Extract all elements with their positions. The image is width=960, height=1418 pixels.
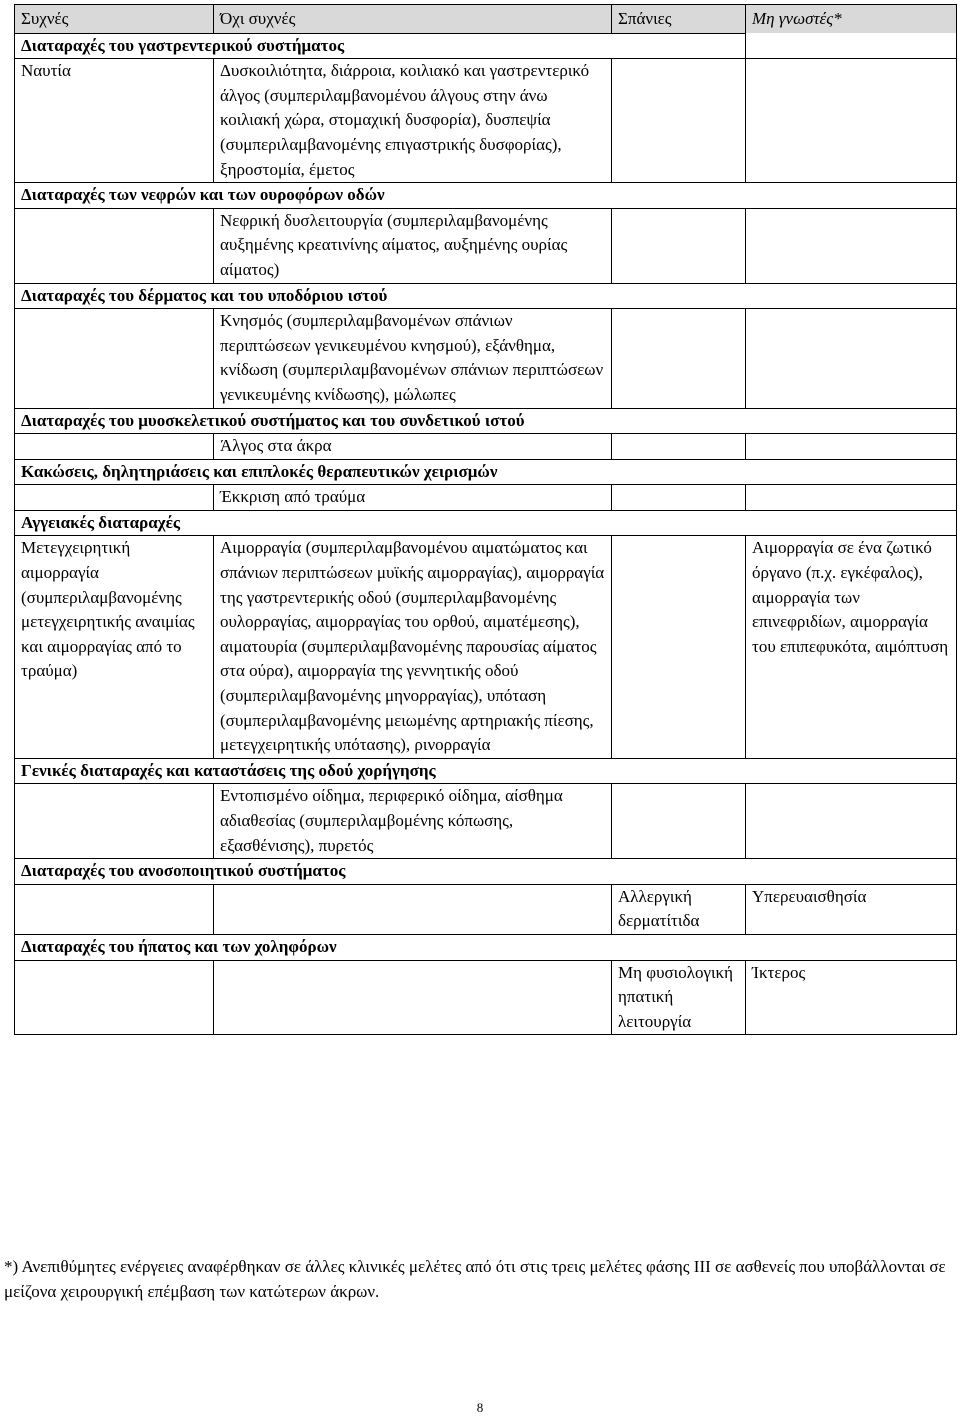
section-title: Διαταραχές του μυοσκελετικού συστήματος και του συνδετικού ιστού — [21, 410, 525, 430]
cell-rare — [612, 536, 746, 758]
table-row — [15, 960, 957, 1035]
page-number: 8 — [476, 1400, 484, 1415]
table-row — [15, 536, 957, 758]
cell-rare — [612, 434, 746, 460]
section-title: Διαταραχές του ανοσοποιητικού συστήματος — [21, 861, 346, 881]
table-row — [15, 59, 957, 183]
footnote: *) Ανεπιθύμητες ενέργειες αναφέρθηκαν σε άλλες κλινικές μελέτες από ότι στις τρεις μελέτες φάσης ΙΙΙ σε ασθενείς που υποβάλλονται σε μείζονα χειρουργική επέμβαση των κατώτερων άκρων. — [4, 1257, 946, 1301]
cell-rare — [612, 309, 746, 408]
cell-uncommon: Αιμορραγία (συμπεριλαμβανομένου αιματώματος και σπάνιων περιπτώσεων μυϊκής αιμορραγίας), αιμορραγία της γαστρεντερικής οδού (συμπεριλαμβανομένης ουλορραγίας, αιμορραγίας του ορθού, αιματέμεσης), αιματουρία (συμπεριλαμβανομένης παρουσίας αίματος στα ούρα), αιμορραγία της γεννητικής οδού (συμπεριλαμβανομένης μηνορραγίας), υπόταση (συμπεριλαμβανομένης μειωμένης αρτηριακής πίεσης, μετεγχειρητικής υπότασης), ρινορραγία — [214, 536, 612, 758]
header-rare: Σπάνιες — [612, 5, 746, 34]
cell-unknown — [746, 208, 957, 283]
cell-common — [15, 784, 214, 859]
section-title-row — [15, 510, 957, 536]
cell-unknown: Υπερευαισθησία — [746, 884, 957, 934]
cell-rare — [612, 485, 746, 511]
table-row — [15, 784, 957, 859]
table-row — [15, 208, 957, 283]
cell-rare — [612, 59, 746, 183]
cell-unknown: Αιμορραγία σε ένα ζωτικό όργανο (π.χ. εγκέφαλος), αιμορραγία των επινεφριδίων, αιμορραγία του επιπεφυκότα, αιμόπτυση — [746, 536, 957, 758]
cell-common — [15, 434, 214, 460]
table-row — [15, 485, 957, 511]
section-title-row — [15, 408, 957, 434]
adverse-reactions-table — [14, 4, 957, 1035]
section-title: Διαταραχές των νεφρών και των ουροφόρων οδών — [21, 185, 385, 205]
section-title-row — [15, 283, 957, 309]
cell-common: Μετεγχειρητική αιμορραγία (συμπεριλαμβανομένης μετεγχειρητικής αναιμίας και αιμορραγίας από το τραύμα) — [15, 536, 214, 758]
cell-rare — [612, 208, 746, 283]
section-title-row — [15, 459, 957, 485]
cell-uncommon: Έκκριση από τραύμα — [214, 485, 612, 511]
cell-unknown: Ίκτερος — [746, 960, 957, 1035]
section-title: Διαταραχές του ήπατος και των χοληφόρων — [21, 936, 337, 956]
section-title-row — [15, 183, 957, 209]
cell-unknown — [746, 309, 957, 408]
cell-common — [15, 884, 214, 934]
section-title-row — [15, 33, 957, 59]
section-title-row — [15, 859, 957, 885]
cell-rare: Μη φυσιολογική ηπατική λειτουργία — [612, 960, 746, 1035]
cell-uncommon: Κνησμός (συμπεριλαμβανομένων σπάνιων περιπτώσεων γενικευμένου κνησμού), εξάνθημα, κνίδωση (συμπεριλαμβανομένων σπάνιων περιπτώσεων γενικευμένης κνίδωσης), μώλωπες — [214, 309, 612, 408]
cell-uncommon: Εντοπισμένο οίδημα, περιφερικό οίδημα, αίσθημα αδιαθεσίας (συμπεριλαμβομένης κόπωσης, εξασθένισης), πυρετός — [214, 784, 612, 859]
cell-unknown — [746, 434, 957, 460]
cell-rare — [612, 784, 746, 859]
cell-unknown — [746, 784, 957, 859]
section-title-row — [15, 758, 957, 784]
table-row — [15, 434, 957, 460]
table-row — [15, 884, 957, 934]
table-row — [15, 309, 957, 408]
cell-unknown — [746, 59, 957, 183]
header-unknown: Μη γνωστές* — [746, 5, 957, 34]
cell-unknown — [746, 485, 957, 511]
cell-uncommon — [214, 960, 612, 1035]
section-title-row — [15, 934, 957, 960]
section-title: Διαταραχές του δέρματος και του υποδόριου ιστού — [21, 285, 388, 305]
cell-uncommon: Δυσκοιλιότητα, διάρροια, κοιλιακό και γαστρεντερικό άλγος (συμπεριλαμβανομένου άλγους στην άνω κοιλιακή χώρα, στομαχική δυσφορία), δυσπεψία (συμπεριλαμβανομένης επιγαστρικής δυσφορίας), ξηροστομία, έμετος — [214, 59, 612, 183]
cell-uncommon: Άλγος στα άκρα — [214, 434, 612, 460]
cell-common — [15, 485, 214, 511]
table-header-row — [15, 5, 957, 34]
section-title: Διαταραχές του γαστρεντερικού συστήματος — [21, 35, 345, 55]
section-title: Αγγειακές διαταραχές — [21, 512, 181, 532]
cell-common: Ναυτία — [15, 59, 214, 183]
cell-uncommon — [214, 884, 612, 934]
section-title: Κακώσεις, δηλητηριάσεις και επιπλοκές θεραπευτικών χειρισμών — [21, 461, 498, 481]
header-common: Συχνές — [15, 5, 214, 34]
header-uncommon: Όχι συχνές — [214, 5, 612, 34]
section-title: Γενικές διαταραχές και καταστάσεις της οδού χορήγησης — [21, 760, 436, 780]
cell-rare: Αλλεργική δερματίτιδα — [612, 884, 746, 934]
cell-common — [15, 309, 214, 408]
cell-common — [15, 960, 214, 1035]
cell-uncommon: Νεφρική δυσλειτουργία (συμπεριλαμβανομένης αυξημένης κρεατινίνης αίματος, αυξημένης ουρίας αίματος) — [214, 208, 612, 283]
cell-common — [15, 208, 214, 283]
